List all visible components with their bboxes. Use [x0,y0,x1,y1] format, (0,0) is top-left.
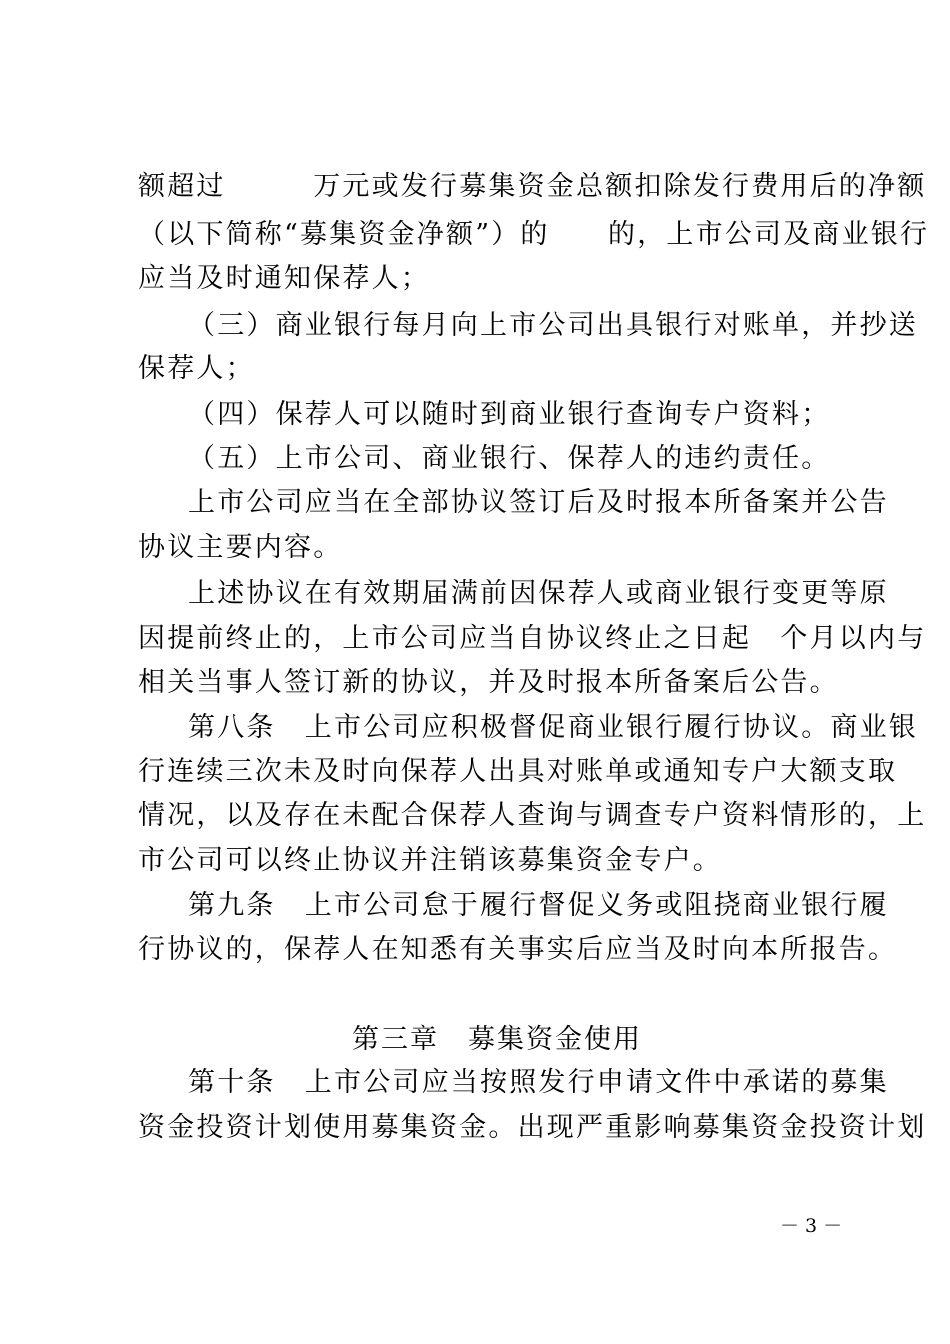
text-line: （四）保荐人可以随时到商业银行查询专户资料； [188,399,831,430]
text-line: 资金投资计划使用募集资金。出现严重影响募集资金投资计划 [138,1112,927,1143]
text-line: （五）上市公司、商业银行、保荐人的违约责任。 [188,443,831,474]
text-line: 行协议的，保荐人在知悉有关事实后应当及时向本所报告。 [138,934,898,965]
text-line: 相关当事人签订新的协议，并及时报本所备案后公告。 [138,667,839,698]
article-10: 第十条 上市公司应当按照发行申请文件中承诺的募集 [188,1067,889,1098]
text-line: 情况，以及存在未配合保荐人查询与调查专户资料情形的，上 [138,800,927,831]
text-line: 因提前终止的，上市公司应当自协议终止之日起 个月以内与 [138,623,927,654]
text-line: 保荐人； [138,353,255,384]
text-line: 市公司可以终止协议并注销该募集资金专户。 [138,845,722,876]
text-line: 行连续三次未及时向保荐人出具对账单或通知专户大额支取 [138,756,898,787]
article-9: 第九条 上市公司怠于履行督促义务或阻挠商业银行履 [188,890,889,921]
chapter-heading: 第三章 募集资金使用 [352,1024,642,1055]
text-line: 协议主要内容。 [138,532,343,563]
text-line: 上述协议在有效期届满前因保荐人或商业银行变更等原 [188,578,889,609]
text-line: 上市公司应当在全部协议签订后及时报本所备案并公告 [188,487,889,518]
text-line: （三）商业银行每月向上市公司出具银行对账单，并抄送 [188,310,918,341]
text-line: （以下简称“募集资金净额”）的 的，上市公司及商业银行 [138,219,930,250]
text-line: 应当及时通知保荐人； [138,263,430,294]
text-line: 额超过 万元或发行募集资金总额扣除发行费用后的净额 [138,171,927,202]
page-number: － 3 － [780,1215,843,1237]
article-8: 第八条 上市公司应积极督促商业银行履行协议。商业银 [188,712,918,743]
